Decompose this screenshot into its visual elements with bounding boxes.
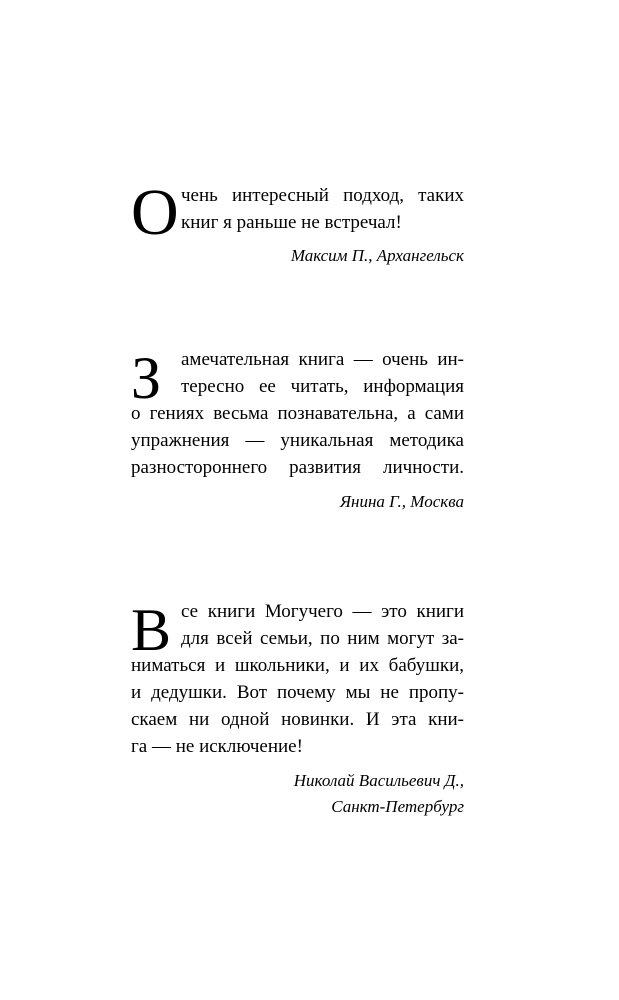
review-author: Янина Г., Москва — [339, 492, 464, 511]
review-text-line: ниматься и школьники, и их бабушки, — [131, 655, 464, 676]
review-1 — [131, 176, 464, 269]
review-text-line: и дедушки. Вот почему мы не пропу- — [131, 682, 464, 703]
drop-cap: В — [131, 597, 172, 663]
review-text-line: се книги Могучего — это книги — [181, 601, 464, 622]
drop-cap: О — [131, 176, 179, 249]
review-text-line: чень интересный подход, таких — [181, 185, 464, 206]
review-text-line: упражнения — уникальная методика — [131, 430, 464, 451]
review-text-line: тересно ее читать, информация — [181, 376, 464, 397]
review-text-line: о гениях весьма познавательна, а сами — [131, 403, 464, 424]
review-3 — [131, 598, 464, 820]
review-text-line: амечательная книга — очень ин- — [181, 349, 464, 370]
review-text-line: разностороннего развития личности. — [131, 457, 464, 478]
review-author: Николай Васильевич Д., — [293, 771, 464, 790]
review-2 — [131, 346, 464, 515]
review-author: Максим П., Архангельск — [290, 246, 464, 265]
review-text-line: га — не исключение! — [131, 736, 303, 757]
review-text-line: книг я раньше не встречал! — [181, 212, 402, 233]
review-author-city: Санкт-Петербург — [331, 797, 464, 816]
drop-cap: З — [131, 345, 162, 411]
review-text-line: скаем ни одной новинки. И эта кни- — [131, 709, 464, 730]
review-text-line: для всей семьи, по ним могут за- — [181, 628, 464, 649]
